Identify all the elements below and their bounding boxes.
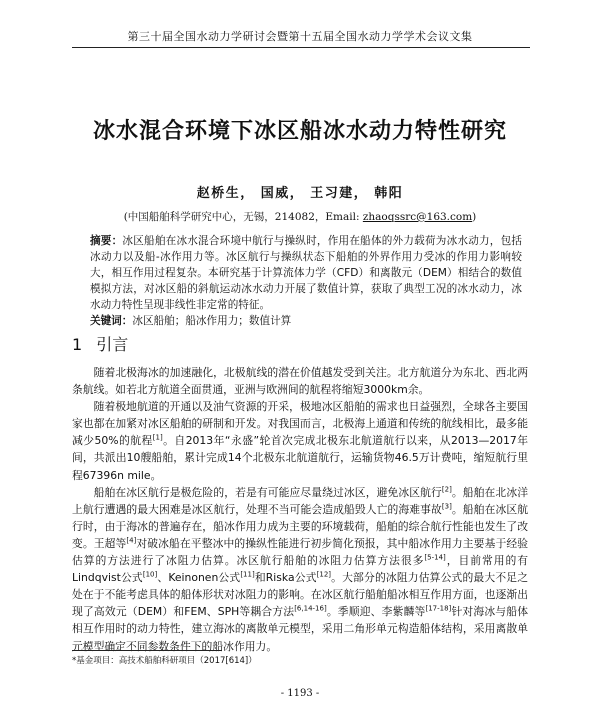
- text-run: 和Riska公式: [254, 571, 317, 585]
- running-head: 第三十届全国水动力学研讨会暨第十五届全国水动力学学术会议文集: [127, 30, 473, 43]
- paper-title: 冰水混合环境下冰区船冰水动力特性研究: [92, 119, 507, 144]
- paragraph-1: 随着北极海冰的加速融化，北极航线的潜在价值越发受到关注。北方航道分为东北、西北两条航线。如若北方航道全面贯通，亚洲与欧洲间的航程将缩短3000km余。: [72, 366, 528, 397]
- affiliation: [0, 209, 600, 224]
- keywords: [90, 313, 522, 329]
- citation[interactable]: [11]: [240, 570, 255, 579]
- paragraph-2: [72, 398, 528, 483]
- text-run: ，目前常用的有Lindqvist公式: [72, 554, 529, 585]
- citation[interactable]: [6,14-16]: [294, 604, 327, 613]
- citation[interactable]: [3]: [441, 502, 452, 511]
- abstract-paragraph: [90, 233, 522, 313]
- citation[interactable]: [1]: [152, 433, 163, 442]
- abstract-text: 冰区船舶在冰水混合环境中航行与操纵时，作用在船体的外力载荷为冰水动力，包括冰动力以及船-冰作用力等。冰区航行与操纵状态下船舶的外界作用力受冰的作用力影响较大，相互作用过程复杂。本研究基于计算流体力学（CFD）和离散元（DEM）相结合的数值模拟方法，对冰区船的斜航运动冰水动力开展了数值计算，获取了典型工况的冰水动力，冰水动力特性呈现非线性非定常的特征。: [90, 235, 523, 311]
- citation[interactable]: [5-14]: [424, 553, 446, 562]
- footnote: *基金项目：高技术船舶科研项目（2017[614]）: [72, 656, 257, 666]
- citation[interactable]: [12]: [316, 570, 332, 579]
- section-number: 1: [72, 335, 83, 354]
- text-run: 。大部分的冰阻力估算公式的最大不足之处在于不能考虑具体的船体形状对冰阻力的影响。在冰区航行船舶船冰相互作用方面，也逐渐出现了高效元（DEM）和FEM、SPH等耦合方法: [72, 571, 529, 619]
- abstract-label: 摘要：: [90, 235, 123, 247]
- affiliation-prefix: (中国船舶科学研究中心，无锡，214082，Email:: [123, 211, 363, 223]
- email-link[interactable]: zhaoqssrc@163.com: [362, 211, 473, 223]
- text-run: 。船舶在冰区航行时，由于海冰的普遍存在，船冰作用力成为主要的环境载荷，船舶的综合航行性能也发生了改变。王超等: [72, 502, 529, 550]
- text-run: 。船舶在北冰洋上航行遭遇的最大困难是冰区航行，处理不当可能会造成船毁人亡的海难事故: [72, 485, 529, 516]
- citation[interactable]: [17-18]: [425, 604, 452, 613]
- text-run: 船舶在冰区航行是极危险的，若是有可能应尽量绕过冰区，避免冰区航行: [93, 485, 442, 499]
- body-text: [72, 364, 528, 655]
- section-heading: [72, 332, 128, 355]
- text-run: 、Keinonen公式: [157, 571, 241, 585]
- footnote-rule: [72, 650, 222, 651]
- text-run: 。自2013年“永盛”轮首次完成北极东北航道航行以来，从2013—2017年间，共派出10艘船舶，累计完成14个北极东北航道航行，运输货物46.5万计费吨，缩短航行里程67396n mile。: [72, 434, 528, 482]
- affiliation-suffix: ): [472, 211, 477, 223]
- citation[interactable]: [2]: [441, 485, 452, 494]
- citation[interactable]: [4]: [126, 536, 137, 545]
- text-run: 。季顺迎、李紫麟等: [326, 605, 426, 619]
- paragraph-3: [72, 484, 528, 655]
- keywords-label: 关键词：: [90, 315, 133, 327]
- abstract: [90, 233, 522, 329]
- keywords-text: 冰区船舶；船冰作用力；数值计算: [132, 315, 292, 327]
- section-title: 引言: [96, 335, 129, 354]
- text-run: 随着极地航道的开通以及油气资源的开采，极地冰区船舶的需求也日益强烈，全球各主要国家也都在加紧对冰区船舶的研制和开发。对我国而言，北极海上通道和传统的航线相比，最多能减少50%的航程: [72, 400, 528, 448]
- page-number: - 1193 -: [280, 688, 320, 699]
- authors: 赵桥生， 国威， 王习建， 韩阳: [196, 186, 404, 201]
- citation[interactable]: [10]: [142, 570, 158, 579]
- header-rule: [72, 47, 530, 48]
- text-run: 对破冰船在平整冰中的操纵性能进行初步简化预报，其中船冰作用力主要基于经验估算的方法进行了冰阻力估算。冰区航行船舶的冰阻力估算方法很多: [72, 536, 529, 568]
- text-run: 针对海冰与船体相互作用时的动力特性，建立海冰的离散单元模型，采用二角形单元构造船体结构，采用离散单元模型确定不同参数条件下的船冰作用力。: [72, 605, 529, 653]
